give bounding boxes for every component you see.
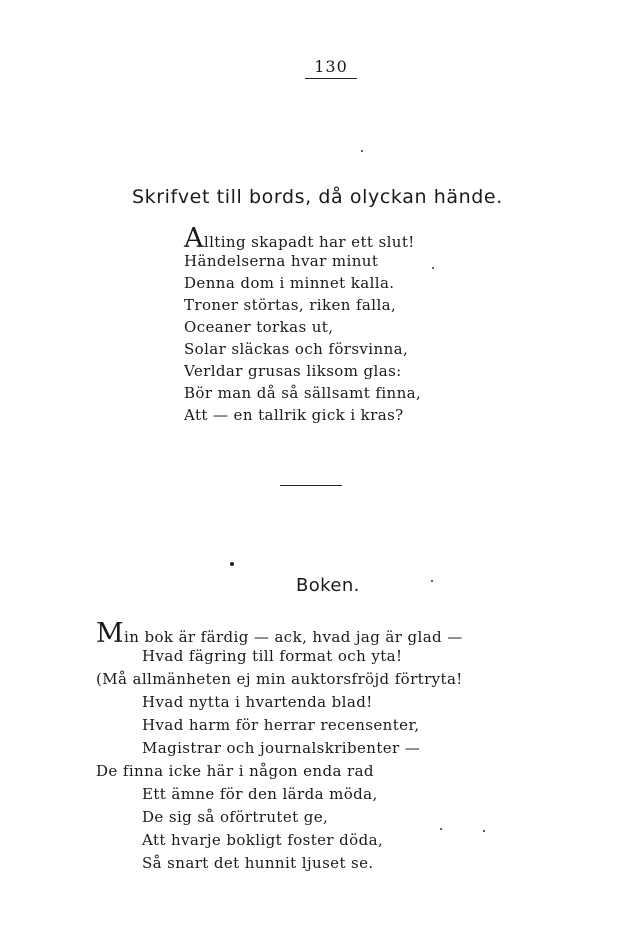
poem1-line: Troner störtas, riken falla, xyxy=(184,296,397,314)
poem2-drop-cap: M xyxy=(96,618,125,649)
poem2-line: Hvad harm för herrar recensenter, xyxy=(142,716,420,734)
paper-speck xyxy=(440,828,442,830)
poem2-line: Hvad fägring till format och yta! xyxy=(142,647,403,665)
poem1-drop-cap: A xyxy=(184,223,204,254)
poem2-line: De sig så oförtrutet ge, xyxy=(142,808,329,826)
poem2-body xyxy=(96,618,463,875)
poem2-line: Magistrar och journalskribenter — xyxy=(142,739,421,757)
poem1-title: Skrifvet till bords, då olyckan hände. xyxy=(132,186,503,208)
poem1-line: Att — en tallrik gick i kras? xyxy=(184,406,404,424)
poem1-line xyxy=(184,223,421,254)
poem2-line: (Må allmänheten ej min auktorsfröjd förtryta! xyxy=(96,670,463,688)
poem1-line-text: llting skapadt har ett slut! xyxy=(203,233,415,251)
poem2-line xyxy=(96,618,463,649)
poem2-line: Att hvarje bokligt foster döda, xyxy=(142,831,384,849)
poem1-line: Solar släckas och försvinna, xyxy=(184,340,409,358)
paper-speck xyxy=(361,150,363,152)
page-number-rule xyxy=(305,78,357,79)
poem1-line: Bör man då så sällsamt finna, xyxy=(184,384,422,402)
page-number: 130 xyxy=(314,57,348,76)
poem1-line: Verldar grusas liksom glas: xyxy=(184,362,402,380)
section-divider xyxy=(280,485,342,486)
ink-dot xyxy=(230,562,234,566)
paper-speck xyxy=(431,580,433,582)
paper-speck xyxy=(432,267,434,269)
poem2-line: Så snart det hunnit ljuset se. xyxy=(142,854,374,872)
poem1-line: Oceaner torkas ut, xyxy=(184,318,334,336)
poem1-line: Händelserna hvar minut xyxy=(184,252,379,270)
poem2-title: Boken. xyxy=(296,575,360,596)
poem1-line: Denna dom i minnet kalla. xyxy=(184,274,395,292)
poem2-line: Hvad nytta i hvartenda blad! xyxy=(142,693,373,711)
paper-speck xyxy=(483,830,485,832)
poem2-line: De finna icke här i någon enda rad xyxy=(96,762,374,780)
poem2-line: Ett ämne för den lärda möda, xyxy=(142,785,378,803)
poem1-body xyxy=(184,223,422,426)
poem2-line-text: in bok är färdig — ack, hvad jag är glad — xyxy=(124,628,463,646)
